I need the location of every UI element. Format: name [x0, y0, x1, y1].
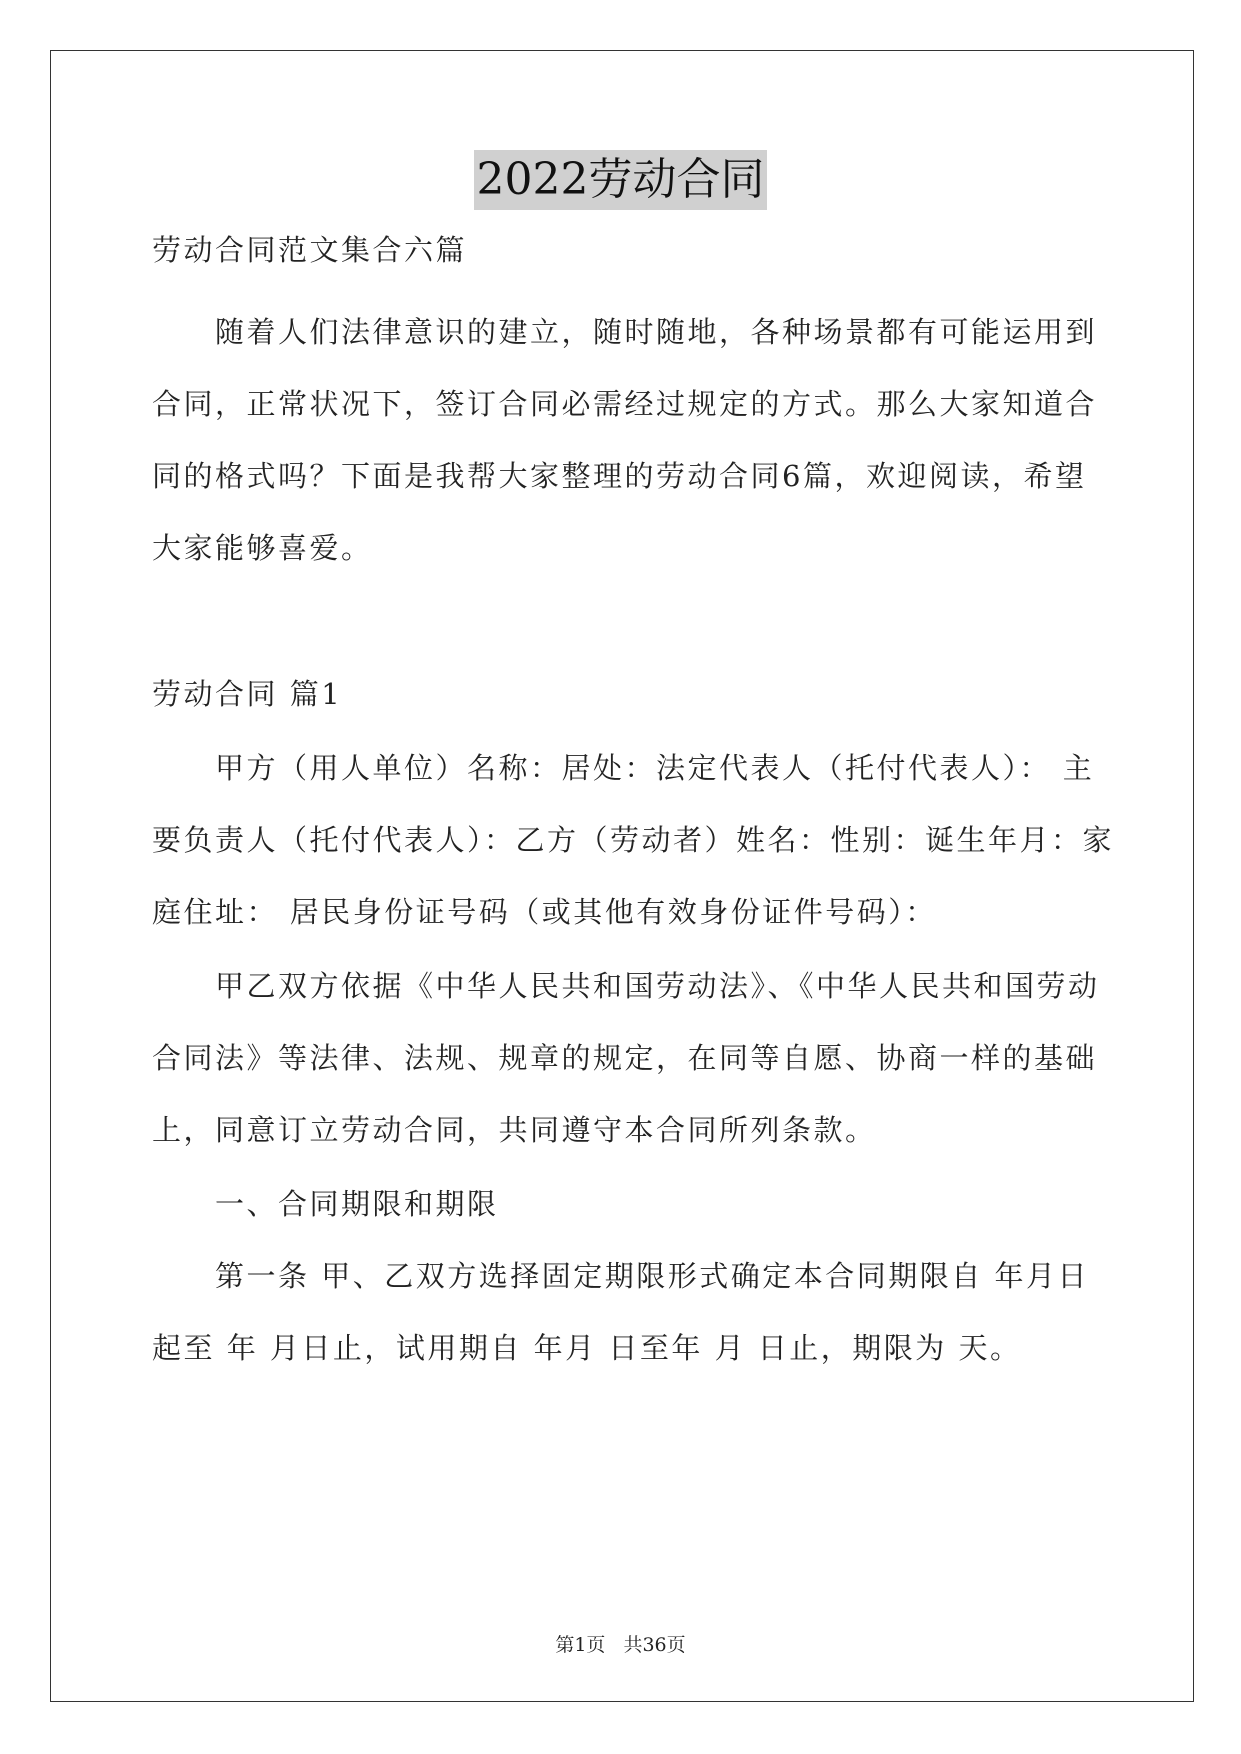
heading-line: 劳动合同范文集合六篇	[152, 233, 468, 267]
page-border	[50, 50, 1194, 1702]
page-total: 共36页	[623, 1634, 686, 1656]
paragraph-line: 上，同意订立劳动合同，共同遵守本合同所列条款。	[152, 1113, 877, 1147]
paragraph-line: 合同法》等法律、法规、规章的规定，在同等自愿、协商一样的基础	[152, 1041, 1098, 1075]
paragraph-line: 同的格式吗？下面是我帮大家整理的劳动合同6篇，欢迎阅读，希望	[152, 459, 1087, 493]
paragraph-line: 大家能够喜爱。	[152, 531, 373, 565]
page-footer	[0, 1630, 1241, 1657]
section-heading: 劳动合同 篇1	[152, 677, 343, 711]
paragraph-line: 起至 年 月日止，试用期自 年月 日至年 月 日止，期限为 天。	[152, 1331, 1022, 1365]
paragraph-line: 庭住址： 居民身份证号码（或其他有效身份证件号码）：	[152, 895, 937, 929]
paragraph-line: 甲方（用人单位）名称：居处：法定代表人（托付代表人）： 主	[152, 751, 1095, 785]
paragraph-line: 第一条 甲、乙双方选择固定期限形式确定本合同期限自 年月日	[152, 1259, 1089, 1293]
title-container	[0, 150, 1241, 210]
page-number: 第1页	[555, 1634, 606, 1656]
paragraph-line: 要负责人（托付代表人）：乙方（劳动者）姓名：性别：诞生年月：家	[152, 823, 1115, 857]
document-title: 2022劳动合同	[474, 150, 768, 210]
paragraph-line: 甲乙双方依据《中华人民共和国劳动法》、《中华人民共和国劳动	[152, 969, 1100, 1003]
subsection-heading: 一、合同期限和期限	[152, 1187, 499, 1221]
paragraph-line: 随着人们法律意识的建立，随时随地，各种场景都有可能运用到	[152, 315, 1098, 349]
paragraph-line: 合同，正常状况下，签订合同必需经过规定的方式。那么大家知道合	[152, 387, 1098, 421]
